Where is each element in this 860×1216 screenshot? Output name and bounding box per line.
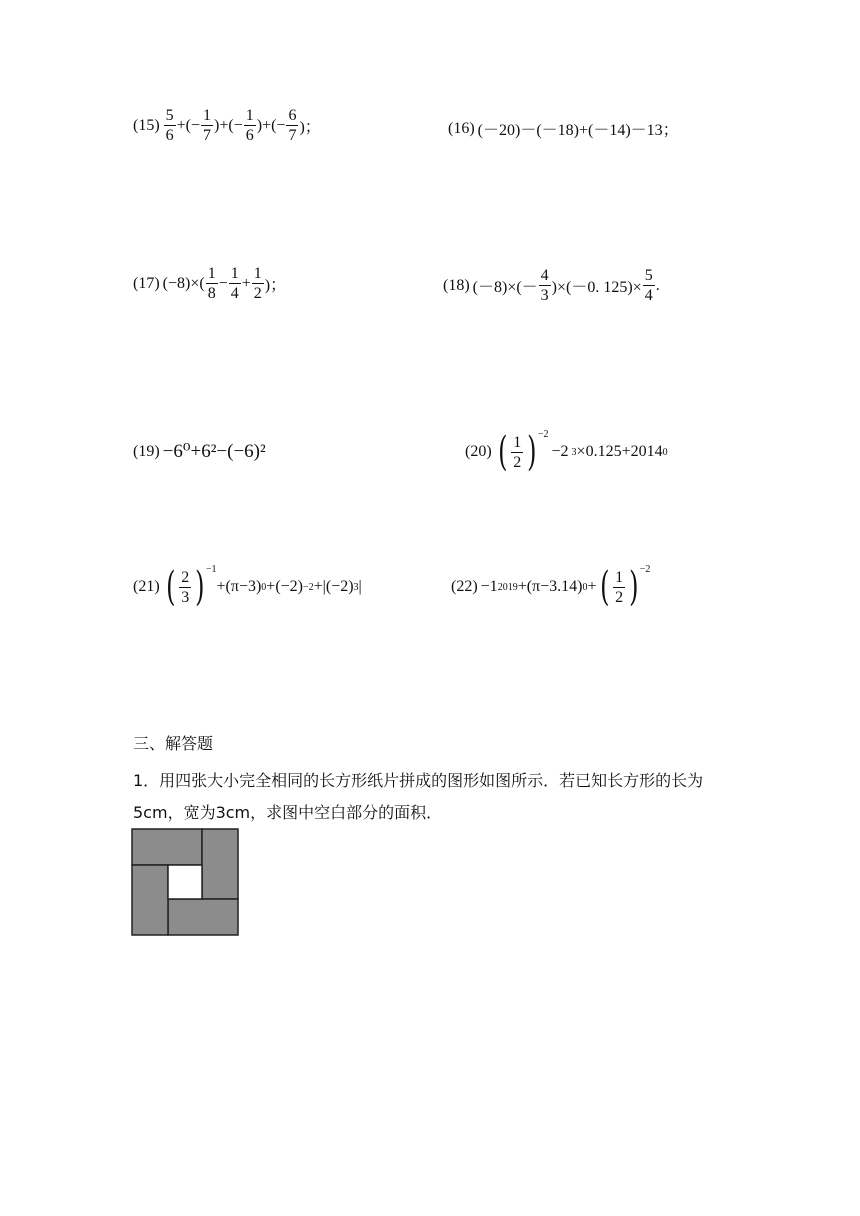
fraction: $\frac{1}{2}$: [253, 265, 262, 302]
fraction: $\frac{6}{7}$: [288, 107, 297, 144]
problem-19: [133, 440, 266, 463]
section-title: 三、解答题: [133, 734, 214, 753]
problem-number: (16): [448, 119, 475, 137]
problem-number: (19): [133, 442, 160, 460]
fraction: $\frac{5}{6}$: [165, 107, 174, 144]
blank-square: [168, 865, 202, 899]
fraction: $\frac{1}{6}$: [245, 107, 254, 144]
problem-number: (18): [443, 276, 470, 294]
problem-21: (21) ( $\frac{2}{3}$ ) −1 +(π−3) 0 +(−2) −2 +|(−2) 3 |: [133, 563, 362, 610]
fraction: $\frac{4}{3}$: [540, 267, 549, 304]
problem-number: (17): [133, 274, 160, 292]
fraction: $\frac{5}{4}$: [644, 267, 653, 304]
problem-number: (21): [133, 578, 160, 595]
rectangles-figure: [131, 828, 239, 936]
rect-left: [132, 865, 168, 935]
left-paren: (: [497, 429, 508, 475]
fraction: $\frac{1}{2}$: [615, 568, 624, 606]
problem-20: (20) ( $\frac{1}{2}$ ) −2 −2 3 ×0.125+2014 0: [465, 428, 668, 475]
rect-top: [132, 829, 202, 865]
problem-number: (22): [451, 578, 478, 595]
rect-bottom: [168, 899, 238, 935]
expression: (－20)－(－18)+(－14)－13；: [477, 122, 679, 139]
problem-16: [448, 117, 679, 140]
problem-22: (22) −1 2019 +(π−3.14) 0 + ( $\frac{1}{2}$ ) −2: [451, 563, 651, 610]
problem-number: (15): [133, 116, 160, 134]
problem-15: (15) $\frac{5}{6}$ +(− $\frac{1}{7}$ )+(− $\frac{1}{6}$ )+(− $\frac{6}{7}$ )；: [133, 107, 321, 144]
right-paren: ): [195, 564, 205, 610]
left-paren: (: [165, 564, 176, 610]
fraction: $\frac{1}{8}$: [207, 265, 216, 302]
problem-17: (17) (−8)×( $\frac{1}{8}$ − $\frac{1}{4}$ + $\frac{1}{2}$ )；: [133, 265, 287, 302]
left-paren: (: [599, 564, 609, 610]
fraction: $\frac{1}{7}$: [203, 107, 212, 144]
right-paren: ): [629, 564, 639, 610]
fraction: $\frac{2}{3}$: [181, 568, 190, 606]
fraction: $\frac{1}{4}$: [230, 265, 239, 302]
right-paren: ): [527, 429, 537, 475]
question-1: 1．用四张大小完全相同的长方形纸片拼成的图形如图所示．若已知长方形的长为5cm，宽为3cm，求图中空白部分的面积．: [133, 771, 704, 822]
rect-right: [202, 829, 238, 899]
fraction: $\frac{1}{2}$: [513, 433, 522, 471]
expression: −6⁰+6²−(−6)²: [162, 441, 266, 462]
problem-number: (20): [465, 443, 492, 460]
problem-18: (18) (－8)×(－ $\frac{4}{3}$ )×(－0. 125)× $\frac{5}{4}$ .: [443, 267, 660, 304]
